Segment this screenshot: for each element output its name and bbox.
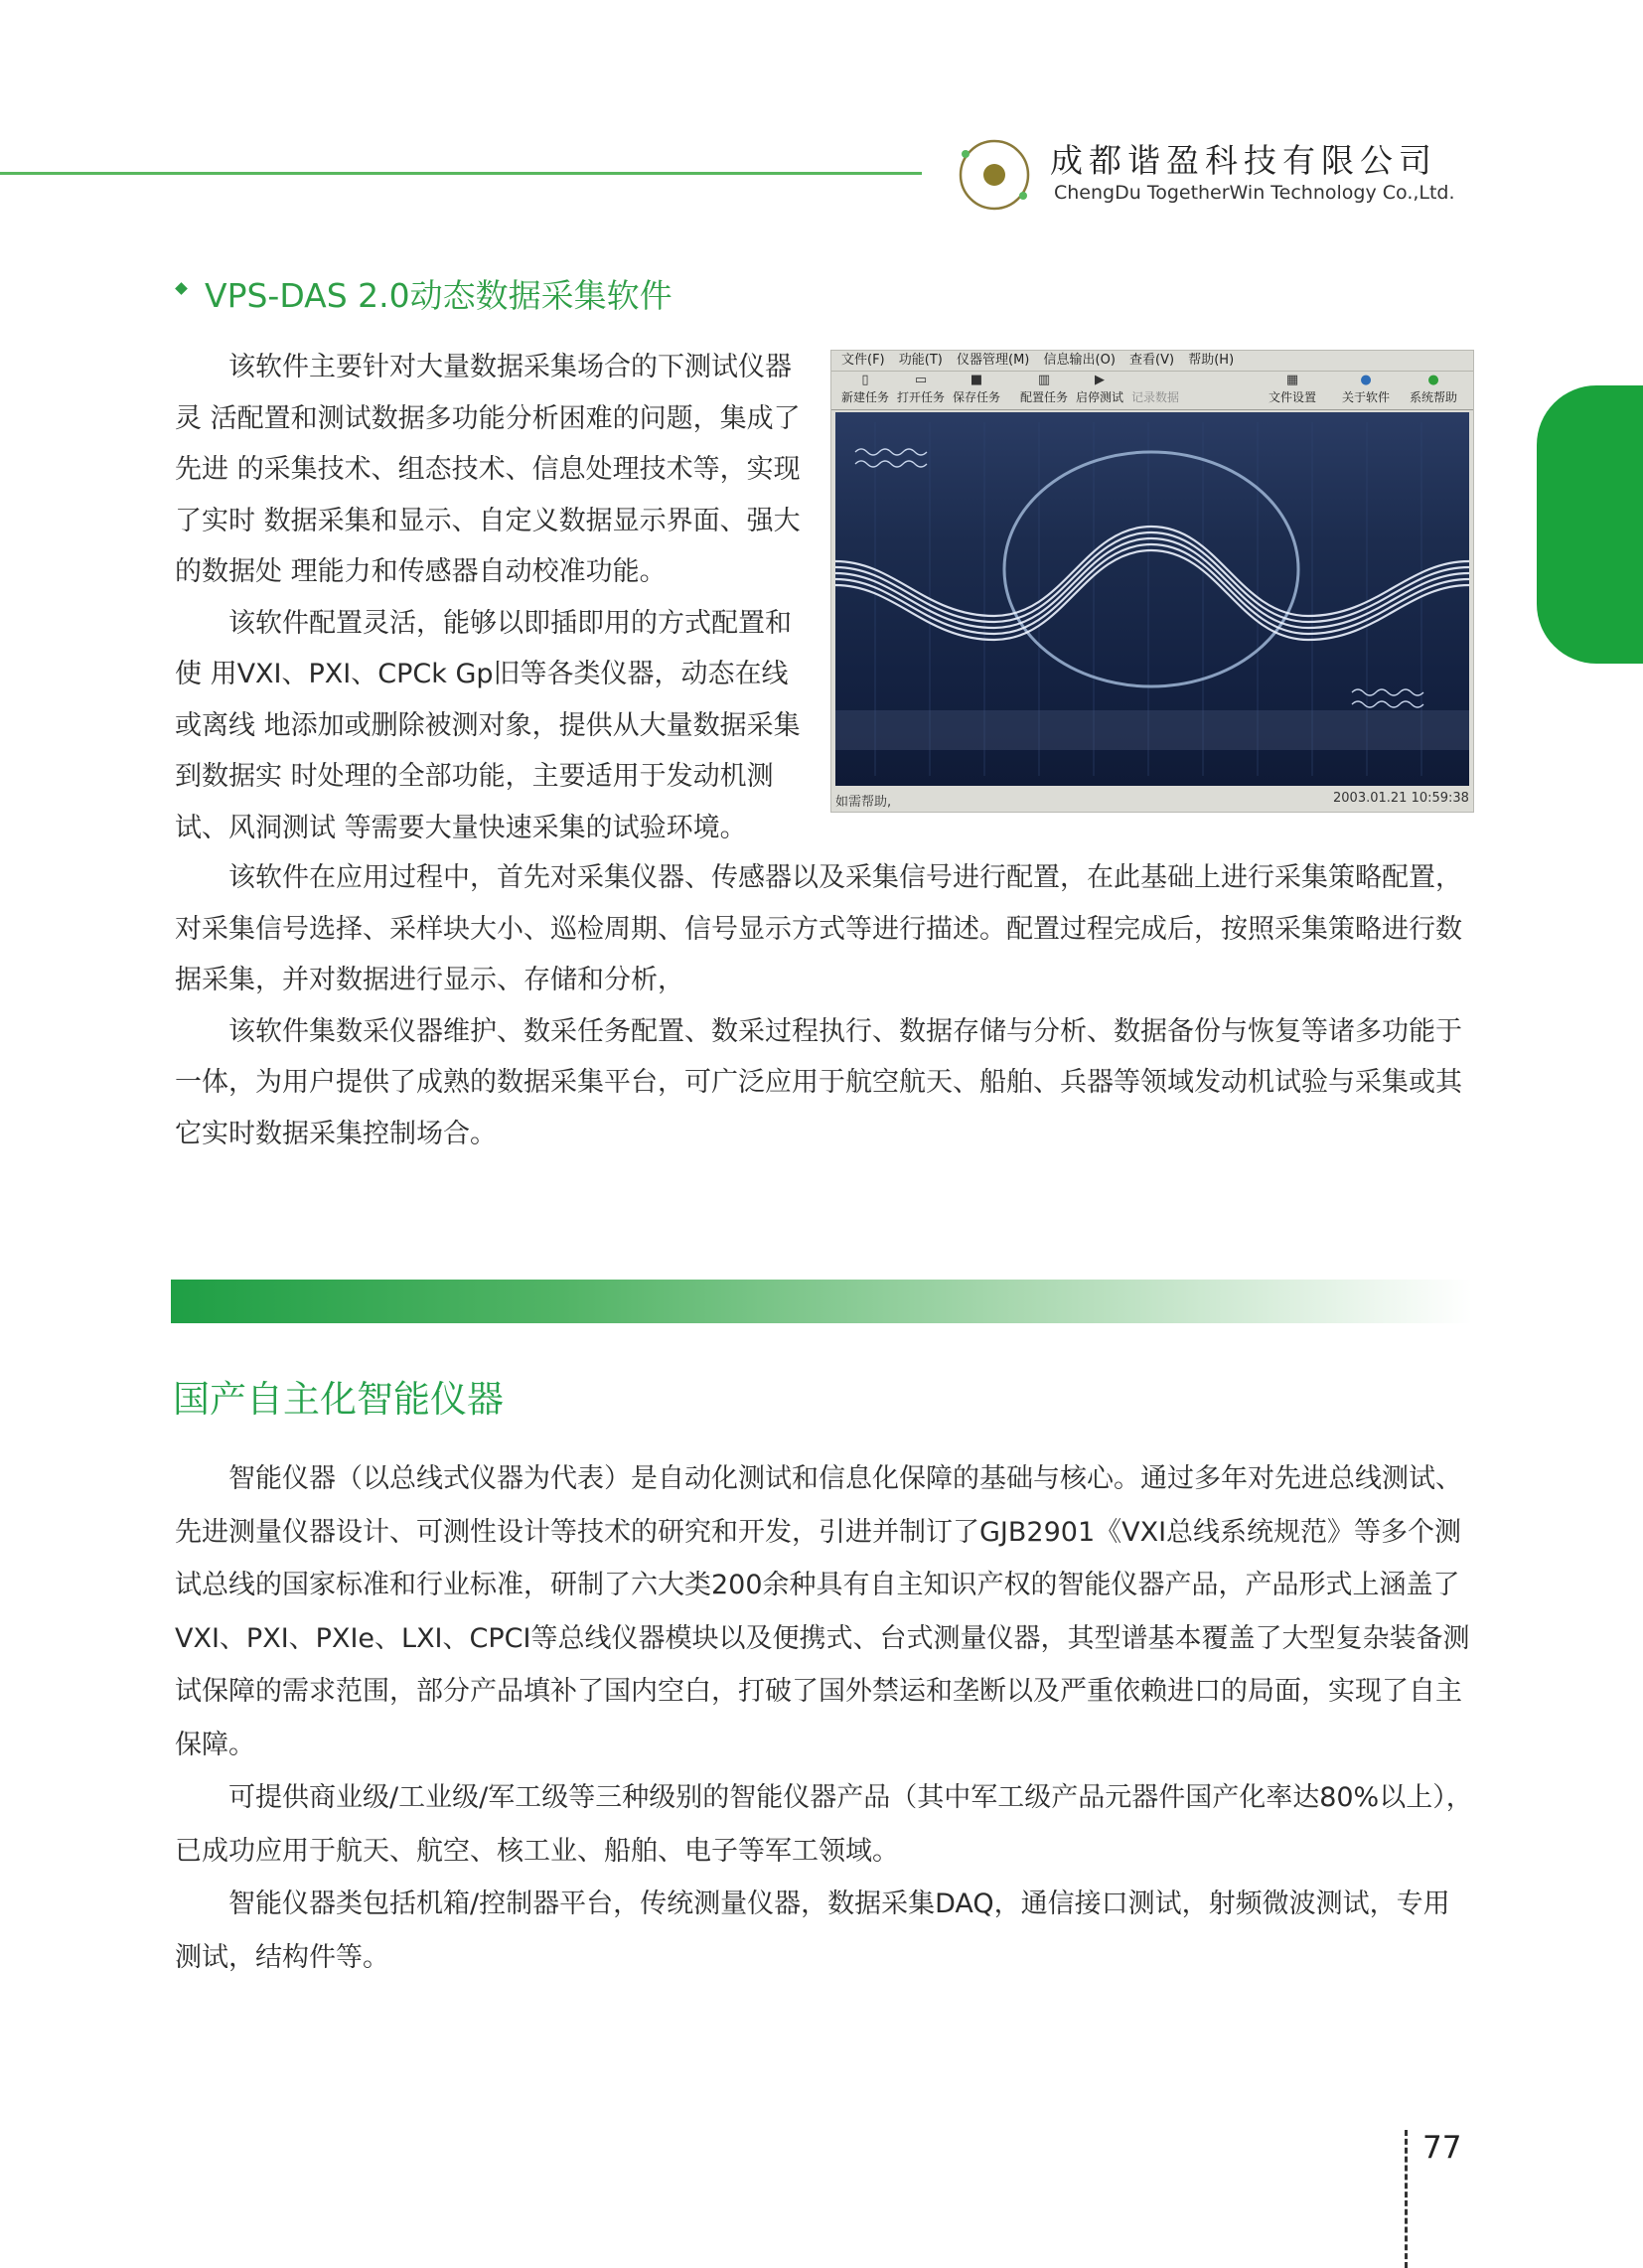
paragraph: 该软件配置灵活，能够以即插即用的方式配置和使 用VXI、PXI、CPCk Gp旧等各类仪器，动态在线或离线 地添加或删除被测对象，提供从大量数据采集到数据实 时处理的全部功能，主要适用于发动机测试、风洞测试 等需要大量快速采集的试验环境。 (175, 607, 801, 843)
page-number-rule (1405, 2130, 1408, 2268)
toolbar-button: ▶ 启停测试 (1076, 373, 1124, 404)
menu-item: 仪器管理(M) (957, 353, 1030, 368)
menu-item: 功能(T) (898, 353, 943, 368)
header-rule (0, 172, 922, 175)
status-help-text: 如需帮助, (835, 795, 892, 810)
play-pause-icon: ▶ (1095, 373, 1105, 387)
toolbar-button: ▦ 文件设置 (1269, 373, 1317, 404)
section2-text (175, 1452, 1476, 1984)
toolbar-button: ▥ 配置任务 (1020, 373, 1069, 404)
screenshot-toolbar (831, 371, 1473, 410)
toolbar-button: ● 关于软件 (1342, 373, 1391, 404)
toolbar-button: ● 系统帮助 (1410, 373, 1458, 404)
file-settings-icon: ▦ (1285, 373, 1299, 387)
status-timestamp: 2003.01.21 10:59:38 (1333, 791, 1469, 806)
open-folder-icon: ▭ (914, 373, 928, 387)
toolbar-button: ▭ 打开任务 (897, 373, 946, 404)
paragraph: 智能仪器类包括机箱/控制器平台，传统测量仪器，数据采集DAQ，通信接口测试，射频微波测试，专用测试，结构件等。 (175, 1889, 1450, 1973)
page-number: 77 (1422, 2130, 1462, 2166)
help-icon: ● (1427, 373, 1439, 387)
menu-item: 帮助(H) (1188, 353, 1235, 368)
paragraph: 该软件集数采仪器维护、数采任务配置、数采过程执行、数据存储与分析、数据备份与恢复等诸多功能于一体，为用户提供了成熟的数据采集平台，可广泛应用于航空航天、船舶、兵器等领域发动机试验与采集或其它实时数据采集控制场合。 (175, 1015, 1462, 1149)
screenshot-statusbar (831, 788, 1473, 810)
paragraph: 该软件主要针对大量数据采集场合的下测试仪器灵 活配置和测试数据多功能分析困难的问题，集成了先进 的采集技术、组态技术、信息处理技术等，实现了实时 数据采集和显示、自定义数据显示界面、强大的数据处 理能力和传感器自动校准功能。 (175, 352, 801, 587)
waveform-display (835, 412, 1469, 786)
section-title-vps-das: VPS-DAS 2.0动态数据采集软件 (205, 276, 672, 315)
menu-item: 信息输出(O) (1043, 353, 1116, 368)
section-divider-band (171, 1280, 1472, 1323)
toolbar-button: ▯ 新建任务 (841, 373, 890, 404)
company-name-cn: 成都谐盈科技有限公司 (1050, 141, 1437, 180)
company-name-en: ChengDu TogetherWin Technology Co.,Ltd. (1054, 182, 1455, 204)
new-file-icon: ▯ (861, 373, 869, 387)
section1-wrapped-text (175, 342, 811, 853)
paragraph: 智能仪器（以总线式仪器为代表）是自动化测试和信息化保障的基础与核心。通过多年对先进总线测试、先进测量仪器设计、可测性设计等技术的研究和开发，引进并制订了GJB2901《VXI总线系统规范》等多个测试总线的国家标准和行业标准，研制了六大类200余种具有自主知识产权的智能仪器产品，产品形式上涵盖了VXI、PXI、PXIe、LXI、CPCI等总线仪器模块以及便携式、台式测量仪器，其型谱基本覆盖了大型复杂装备测试保障的需求范围，部分产品填补了国内空白，打破了国外禁运和垄断以及严重依赖进口的局面，实现了自主保障。 (175, 1463, 1470, 1760)
diamond-bullet-icon (175, 282, 188, 295)
paragraph: 该软件在应用过程中，首先对采集仪器、传感器以及采集信号进行配置，在此基础上进行采集策略配置，对采集信号选择、采样块大小、巡检周期、信号显示方式等进行描述。配置过程完成后，按照采集策略进行数据采集，并对数据进行显示、存储和分析， (175, 862, 1462, 995)
section1-full-text (175, 852, 1466, 1159)
toolbar-button: ■ 保存任务 (953, 373, 1001, 404)
save-icon: ■ (970, 373, 983, 387)
record-icon (1131, 374, 1179, 388)
chapter-side-tab (1537, 385, 1643, 664)
section-title-intelligent-instruments: 国产自主化智能仪器 (173, 1378, 504, 1421)
menu-item: 文件(F) (841, 353, 885, 368)
company-logo-icon (950, 130, 1039, 220)
toolbar-button: 记录数据 (1131, 374, 1179, 405)
software-screenshot (830, 350, 1474, 813)
paragraph: 可提供商业级/工业级/军工级等三种级别的智能仪器产品（其中军工级产品元器件国产化率达80%以上），已成功应用于航天、航空、核工业、船舶、电子等军工领域。 (175, 1782, 1473, 1867)
screenshot-menubar (831, 351, 1473, 371)
waveform-graphic (835, 412, 1469, 786)
configure-icon: ▥ (1037, 373, 1051, 387)
info-icon: ● (1360, 373, 1372, 387)
menu-item: 查看(V) (1129, 353, 1175, 368)
